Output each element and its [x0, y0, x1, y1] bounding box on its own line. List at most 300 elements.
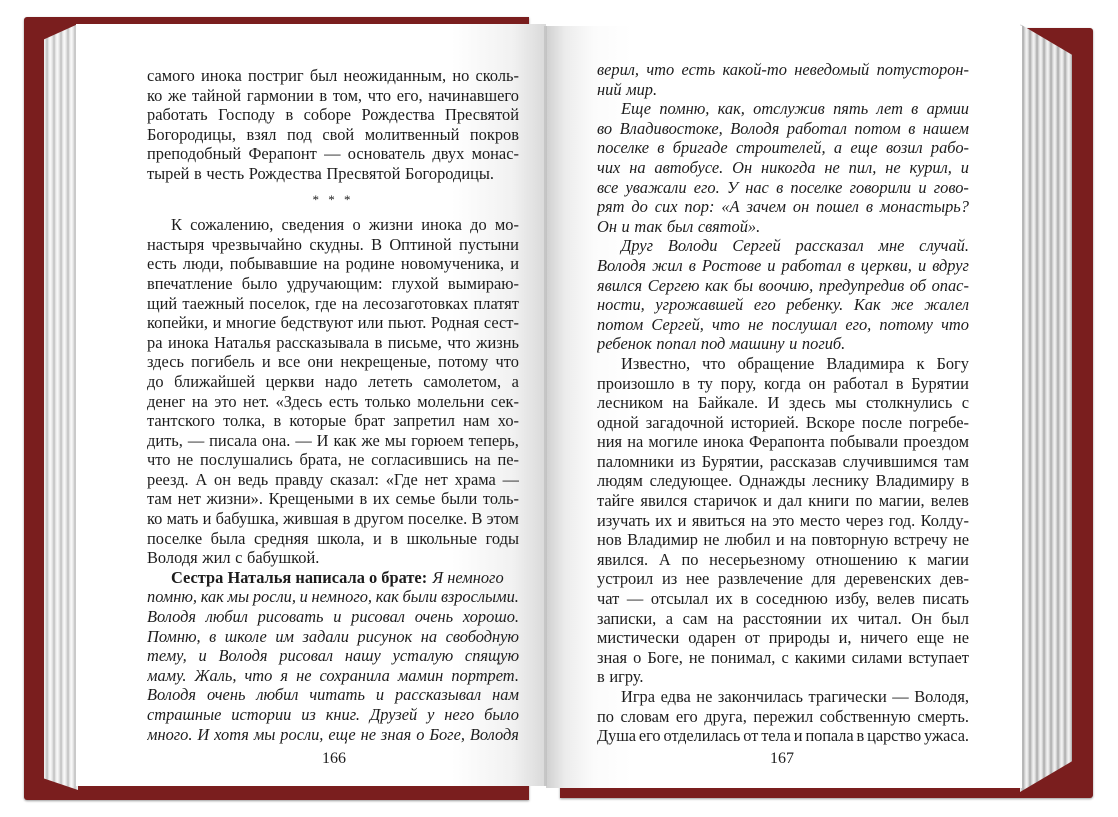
word: погибель [191, 352, 255, 372]
word: тантского [147, 411, 215, 431]
word: а [665, 608, 674, 628]
word: повторную [811, 530, 889, 550]
word: Жаль, [194, 665, 237, 685]
word: сек- [490, 391, 519, 411]
word: таежный [182, 293, 245, 313]
word: в [359, 489, 368, 509]
word: Сергею [647, 275, 700, 295]
word: Володя [147, 607, 197, 627]
word: Владимиру [875, 471, 955, 491]
word: царство [867, 726, 922, 746]
word: церкви, [860, 255, 912, 275]
text-line [147, 470, 519, 490]
word: предупредив [818, 275, 905, 295]
word: маму. [147, 665, 187, 685]
word: Володя [730, 118, 780, 138]
word: В [371, 234, 382, 254]
word: что [495, 352, 519, 372]
word: правду [275, 469, 324, 489]
text-line [147, 125, 519, 145]
word: только [364, 391, 411, 411]
text-line [597, 217, 969, 237]
word: потому [879, 314, 933, 334]
word: едва [660, 687, 691, 706]
word: Богородицы, [147, 124, 237, 144]
word: на [191, 391, 208, 411]
word: церкви [265, 371, 315, 391]
word: спящую [464, 646, 519, 666]
word: поселке [597, 138, 649, 158]
word: все [277, 352, 301, 372]
word: гово- [933, 177, 969, 197]
word: средняя [253, 528, 309, 548]
word: нов [597, 530, 622, 550]
word: что [447, 332, 471, 352]
word: что [702, 353, 726, 373]
word: не [748, 314, 764, 334]
word: он [214, 469, 231, 489]
word: лесозаготовках [362, 293, 469, 313]
word: сколь- [475, 66, 519, 85]
word: бы [733, 275, 754, 295]
word: и [621, 216, 630, 236]
word: рассказывал [394, 685, 482, 705]
word: и [918, 177, 927, 197]
word: вступает [908, 647, 969, 667]
word: от [744, 628, 760, 648]
word: И [767, 393, 780, 413]
word: на [341, 293, 358, 313]
word: Богородицы. [404, 163, 494, 183]
word: а [511, 371, 519, 391]
word: никогда [761, 157, 816, 177]
word: нет [424, 469, 448, 489]
word: нам [492, 685, 519, 705]
word: Ферапонт [248, 144, 317, 164]
text-line [597, 99, 969, 119]
word: и [775, 530, 785, 550]
text-line [597, 648, 969, 668]
word: том, [332, 85, 363, 105]
word: людям [597, 471, 643, 491]
word: избу, [835, 589, 870, 609]
section-separator [147, 190, 519, 210]
word: не [885, 157, 901, 177]
word: двух [432, 144, 465, 164]
word: Байкале. [697, 393, 759, 413]
word: задали [302, 626, 349, 646]
word: ко [147, 509, 163, 529]
word: друга, [704, 706, 747, 726]
word: в [911, 99, 919, 119]
word: магии, [878, 491, 925, 511]
word: или [357, 313, 384, 333]
word: с [235, 548, 243, 568]
word: говорили [849, 177, 912, 197]
word: им [275, 626, 294, 646]
word: пе- [497, 450, 519, 470]
text-line [597, 452, 969, 472]
word: люди, [182, 254, 224, 274]
word: магии [927, 549, 969, 569]
word: некрещеные, [340, 352, 431, 372]
word: Душа [597, 726, 636, 746]
word: и [333, 607, 342, 627]
word: курил, [909, 157, 952, 177]
word: несерьезному [709, 549, 806, 569]
word: его [638, 726, 661, 746]
word: понимал, [710, 647, 776, 667]
word: рассказывала [276, 332, 370, 352]
word: другом [354, 509, 404, 529]
word: сожалению, [190, 215, 274, 235]
word: начинавшего [428, 85, 519, 105]
text-line [597, 471, 969, 491]
word: не [296, 665, 312, 685]
word: зная [597, 647, 628, 667]
word: велев [876, 589, 915, 609]
text-line [147, 646, 519, 666]
text-line [597, 236, 969, 256]
word: какой-то [722, 60, 787, 79]
text-line [147, 529, 519, 549]
word: в [908, 118, 916, 138]
word: как [200, 587, 224, 607]
word: что [941, 314, 969, 334]
word: удручающим: [286, 273, 383, 293]
text-line [597, 707, 969, 727]
word: так [634, 216, 663, 236]
word: как [705, 275, 729, 295]
word: словам [620, 706, 670, 726]
word: армии [926, 99, 969, 119]
word: дев- [940, 569, 969, 589]
word: ближайшей [174, 371, 256, 391]
text-line [147, 392, 519, 412]
word: взрослыми. [440, 587, 519, 607]
text-line [147, 489, 519, 509]
text-line [147, 509, 519, 529]
word: в [847, 255, 855, 275]
word: Владимира [826, 353, 905, 373]
word: погиб. [801, 334, 846, 354]
word: новомученика, [400, 254, 505, 274]
word: горюем [411, 430, 464, 450]
text-line [147, 587, 519, 607]
word: постриг [247, 66, 304, 85]
word: Как [853, 295, 881, 315]
word: жалел [924, 295, 969, 315]
word: вдруг [932, 255, 969, 275]
word: не [703, 530, 720, 550]
word: на [750, 510, 767, 530]
word: Игра [621, 687, 656, 706]
word: в [740, 589, 749, 609]
word: историей. [730, 412, 799, 432]
word: какими [794, 647, 846, 667]
word: Пресвятой [445, 105, 519, 125]
word: Друзей [369, 705, 418, 724]
word: могиле [648, 432, 698, 452]
word: не [952, 530, 969, 550]
text-line [147, 705, 519, 725]
word: Бурятии [911, 373, 969, 393]
word: и [212, 313, 222, 333]
text-line [597, 315, 969, 335]
word: от [743, 726, 759, 746]
word: столкнулись [866, 393, 953, 413]
text-line [597, 60, 969, 80]
word: бригаде [672, 138, 728, 158]
word: пьют. [388, 313, 427, 333]
bold-lead-in: Сестра Наталья написала о брате: [171, 567, 428, 587]
word: случай. [919, 236, 969, 256]
word: Друг [621, 236, 654, 256]
word: но [452, 66, 470, 85]
word: Сергей [732, 236, 781, 256]
word: в [273, 411, 282, 431]
word: на [627, 432, 644, 452]
word: любил [256, 685, 299, 705]
word: Володя, [914, 687, 969, 706]
word: настыря [147, 234, 205, 254]
word: еще [916, 628, 945, 648]
word: брата, [299, 450, 342, 470]
word: закончилась [717, 687, 803, 706]
word: он [792, 197, 810, 217]
word: ребенку. [786, 295, 844, 315]
word: из [680, 451, 696, 471]
word: Владивостоке, [619, 118, 723, 138]
word: Бурятии, [701, 451, 764, 471]
word: молитвенный [364, 124, 460, 144]
word: изучать [597, 510, 650, 530]
word: до [147, 371, 164, 391]
word: жизни». [206, 489, 263, 509]
word: Он [597, 216, 617, 236]
word: и [261, 352, 271, 372]
word: сведения [281, 215, 345, 235]
word: и [375, 685, 385, 705]
word: впечатление [147, 273, 233, 293]
word: храма [454, 469, 496, 489]
word: нам [463, 411, 490, 431]
word: силами [851, 647, 903, 667]
left-page-text [147, 66, 519, 744]
word: пор: [684, 197, 715, 217]
word: не [696, 687, 713, 706]
word: был [309, 66, 338, 85]
word: истории [231, 705, 292, 724]
text-line [597, 609, 969, 629]
word: следующее. [649, 471, 733, 491]
word: не [824, 157, 840, 177]
word: что [712, 314, 740, 334]
text-line [147, 66, 519, 86]
word: читал. [857, 608, 902, 628]
word: о [352, 215, 361, 235]
word: свободную [445, 626, 519, 646]
word: хорошо. [462, 607, 519, 627]
word: работал [781, 255, 842, 275]
text-line [147, 607, 519, 627]
word: по [855, 491, 873, 511]
word: мать [166, 509, 199, 529]
word: согласившись [371, 450, 468, 470]
word: попал [656, 334, 697, 354]
word: сам [682, 608, 708, 628]
word: «А [721, 197, 740, 217]
word: толка, [223, 411, 266, 431]
text-line [147, 548, 519, 568]
word: жил [202, 548, 231, 568]
word: самолетом, [423, 371, 502, 391]
word: инока [703, 432, 744, 452]
text-line [597, 295, 969, 315]
word: явился [597, 275, 643, 295]
text-line [597, 80, 969, 100]
word: в [895, 373, 904, 393]
word: вымираю- [447, 273, 519, 293]
text-line [597, 511, 969, 531]
word: жил [652, 255, 683, 275]
word: сест- [483, 313, 519, 333]
word: здесь [788, 393, 826, 413]
word: явился [640, 491, 688, 511]
word: опас- [931, 275, 969, 295]
word: книги [808, 491, 850, 511]
text-line [597, 354, 969, 374]
word: «Где [385, 469, 418, 489]
word: и [789, 334, 798, 354]
page-number-left: 166 [322, 750, 346, 767]
word: страшные [147, 705, 222, 724]
word: чрезвычайно [211, 234, 302, 254]
word: еще [850, 138, 878, 158]
word: И [197, 724, 210, 744]
word: зная [380, 724, 412, 744]
word: ужаса. [924, 726, 969, 746]
text-line [597, 197, 969, 217]
word: Колду- [920, 510, 969, 530]
word: неожиданным, [343, 66, 447, 85]
word: и [299, 587, 308, 607]
word: лет [876, 99, 903, 119]
word: в [856, 726, 865, 746]
word: Он [911, 608, 932, 628]
word: толь- [482, 489, 519, 509]
word: пил, [848, 157, 877, 177]
word: чих [597, 157, 621, 177]
page-edges-left [44, 24, 78, 790]
word: не [177, 450, 194, 470]
text-line [147, 235, 519, 255]
word: — [626, 589, 644, 609]
word: И [316, 430, 329, 450]
word: в [209, 626, 217, 646]
word: к [916, 353, 925, 373]
word: на [323, 254, 340, 274]
word: ничего [860, 628, 908, 648]
word: жившая [283, 509, 339, 529]
word: после [861, 412, 902, 432]
word: устроил [597, 569, 654, 589]
text-line [597, 569, 969, 589]
text-line [147, 411, 519, 431]
text-line [147, 294, 519, 314]
word: обращение [737, 353, 815, 373]
word: что [367, 85, 392, 105]
word: надо [324, 371, 358, 391]
word: были [440, 489, 478, 509]
text-line [147, 215, 519, 235]
word: усталую [392, 646, 454, 666]
text-line [597, 491, 969, 511]
word: взял [246, 124, 277, 144]
word: в [374, 332, 383, 352]
word: из [661, 569, 678, 589]
word: не [952, 628, 969, 648]
word: лесником [597, 393, 664, 413]
word: соседнюю [755, 589, 828, 609]
word: ребенок [597, 334, 652, 354]
word: Володя [469, 724, 519, 744]
word: отсылал [650, 589, 709, 609]
word: — [187, 430, 205, 450]
word: тайге [597, 491, 635, 511]
word: о [633, 647, 642, 667]
text-line [597, 726, 969, 746]
word: он [808, 373, 826, 393]
word: что [147, 450, 171, 470]
word: их [715, 589, 733, 609]
word: на [717, 608, 734, 628]
word: нее [685, 569, 710, 589]
word: тела [761, 726, 791, 746]
word: не [360, 724, 376, 744]
word: автобусе. [654, 157, 724, 177]
word: у [427, 705, 435, 724]
word: ведь [237, 469, 269, 489]
word: много. [147, 724, 193, 744]
word: любил [724, 530, 771, 550]
word: немного, [311, 587, 373, 607]
word: и [917, 255, 927, 275]
word: Володя [147, 548, 198, 568]
word: до [470, 215, 487, 235]
word: побывавшие [229, 254, 318, 274]
word: Сергей, [651, 314, 704, 334]
word: очень [414, 607, 454, 627]
word: ния [597, 432, 623, 452]
word: и [677, 510, 687, 530]
word: в [319, 85, 328, 105]
text-line [597, 334, 969, 354]
word: рассказал [795, 236, 864, 256]
word: Володи [667, 236, 718, 256]
word: тайной [192, 85, 242, 105]
word: отношению [815, 549, 898, 569]
word: родине [345, 254, 395, 274]
text-line [597, 178, 969, 198]
word: рисунок [357, 626, 413, 646]
word: скудны. [309, 234, 364, 254]
word: есть [681, 60, 716, 79]
word: очень [206, 685, 246, 705]
word: работать [147, 105, 208, 125]
word: проездом [903, 432, 969, 452]
word: жизнь [476, 332, 519, 352]
